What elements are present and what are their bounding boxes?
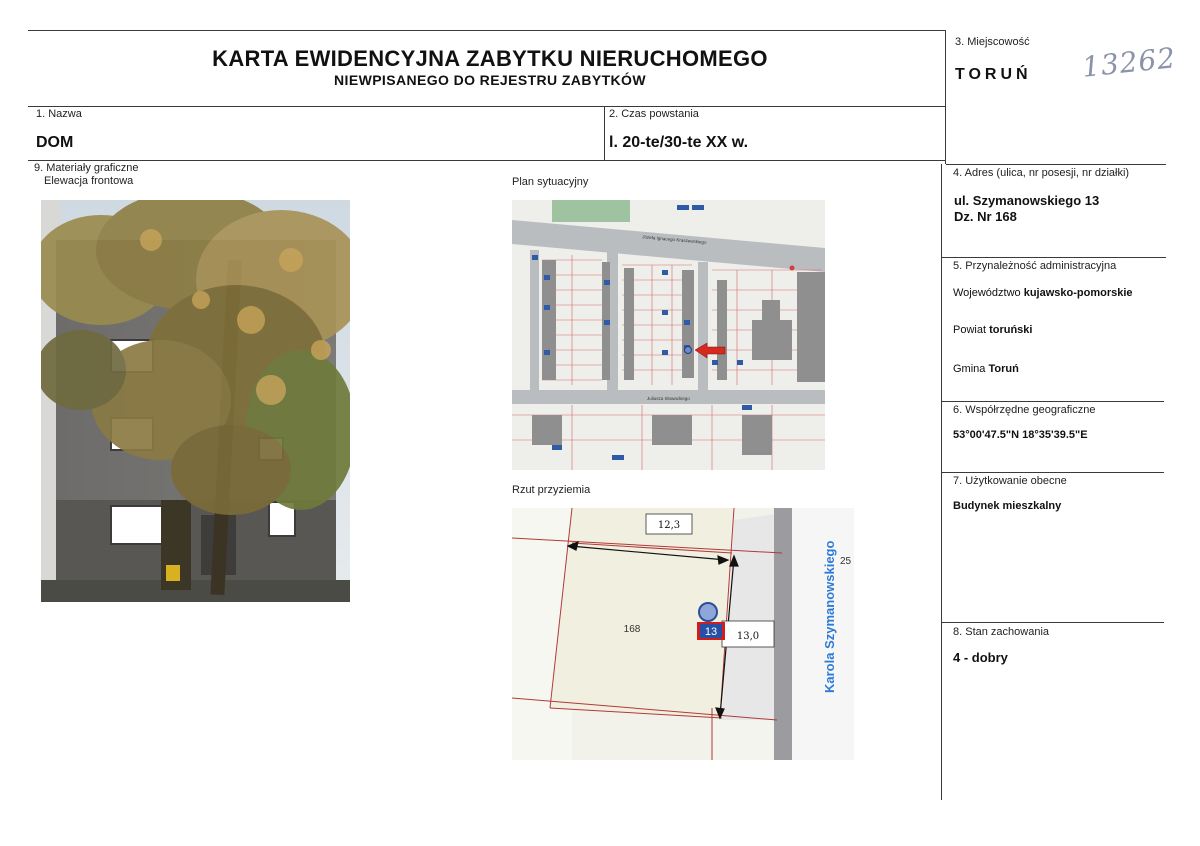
przynaleznosc-top-rule — [942, 257, 1166, 258]
wspolrzedne-value: 53°00'47.5"N 18°35'39.5"E — [953, 429, 1088, 441]
wspolrzedne-top-rule — [942, 401, 1164, 402]
top-rule — [28, 30, 946, 31]
gmina-prefix: Gmina — [953, 363, 989, 375]
uzytkowanie-label: 7. Użytkowanie obecne — [953, 475, 1067, 487]
adres-top-rule — [946, 164, 1166, 165]
przynaleznosc-label: 5. Przynależność administracyjna — [953, 260, 1117, 272]
ground-floor-plan — [512, 508, 854, 760]
adres-label: 4. Adres (ulica, nr posesji, nr działki) — [953, 167, 1130, 179]
stan-label: 8. Stan zachowania — [953, 626, 1050, 638]
right-column-divider — [945, 30, 946, 164]
plan-label: Plan sytuacyjny — [512, 176, 589, 188]
elewacja-label: Elewacja frontowa — [44, 175, 134, 187]
map-street-top: Józefa Ignacego Kraszewskiego — [641, 234, 707, 245]
nazwa-czas-divider — [604, 106, 605, 160]
wspolrzedne-label: 6. Współrzędne geograficzne — [953, 404, 1096, 416]
card-title: KARTA EWIDENCYJNA ZABYTKU NIERUCHOMEGO — [212, 46, 768, 71]
wojewodztwo-line — [953, 287, 1133, 299]
powiat-value: toruński — [989, 324, 1033, 336]
gmina-line — [953, 363, 1019, 375]
miejscowosc-label: 3. Miejscowość — [955, 36, 1030, 48]
rzut-label: Rzut przyziemia — [512, 484, 591, 496]
rzut-width-label: 12,3 — [657, 520, 681, 531]
czas-value: l. 20-te/30-te XX w. — [609, 134, 749, 151]
card-subtitle: NIEWPISANEGO DO REJESTRU ZABYTKÓW — [334, 72, 646, 88]
neighbour-number: 25 — [840, 556, 852, 567]
uzytkowanie-top-rule — [942, 472, 1164, 473]
situational-plan-map — [512, 200, 825, 470]
nazwa-label: 1. Nazwa — [36, 108, 82, 120]
czas-label: 2. Czas powstania — [609, 108, 699, 120]
powiat-line — [953, 324, 1032, 336]
materialy-label: 9. Materiały graficzne — [34, 162, 139, 174]
wojewodztwo-prefix: Województwo — [953, 287, 1024, 299]
rzut-depth-label: 13,0 — [736, 631, 760, 642]
stan-value: 4 - dobry — [953, 650, 1008, 665]
miejscowosc-value: TORUŃ — [955, 66, 1032, 83]
wojewodztwo-value: kujawsko-pomorskie — [1023, 287, 1133, 299]
parcel-number: 168 — [623, 624, 641, 635]
adres-line2: Dz. Nr 168 — [954, 209, 1017, 224]
house-number: 13 — [704, 626, 718, 638]
nazwa-value: DOM — [36, 134, 74, 151]
adres-line1: ul. Szymanowskiego 13 — [954, 193, 1100, 208]
fields-bottom-rule — [28, 160, 946, 161]
powiat-prefix: Powiat — [953, 324, 990, 336]
handwritten-register-number: 13262 — [1080, 41, 1178, 84]
uzytkowanie-value: Budynek mieszkalny — [953, 500, 1062, 512]
right-column-divider-lower — [941, 164, 942, 800]
stan-top-rule — [942, 622, 1164, 623]
facade-photo — [41, 200, 350, 602]
title-bottom-rule — [28, 106, 946, 107]
street-name-vertical: Karola Szymanowskiego — [822, 540, 837, 693]
gmina-value: Toruń — [988, 363, 1019, 375]
map-street-bottom: Juliusza Słowackiego — [647, 396, 690, 401]
